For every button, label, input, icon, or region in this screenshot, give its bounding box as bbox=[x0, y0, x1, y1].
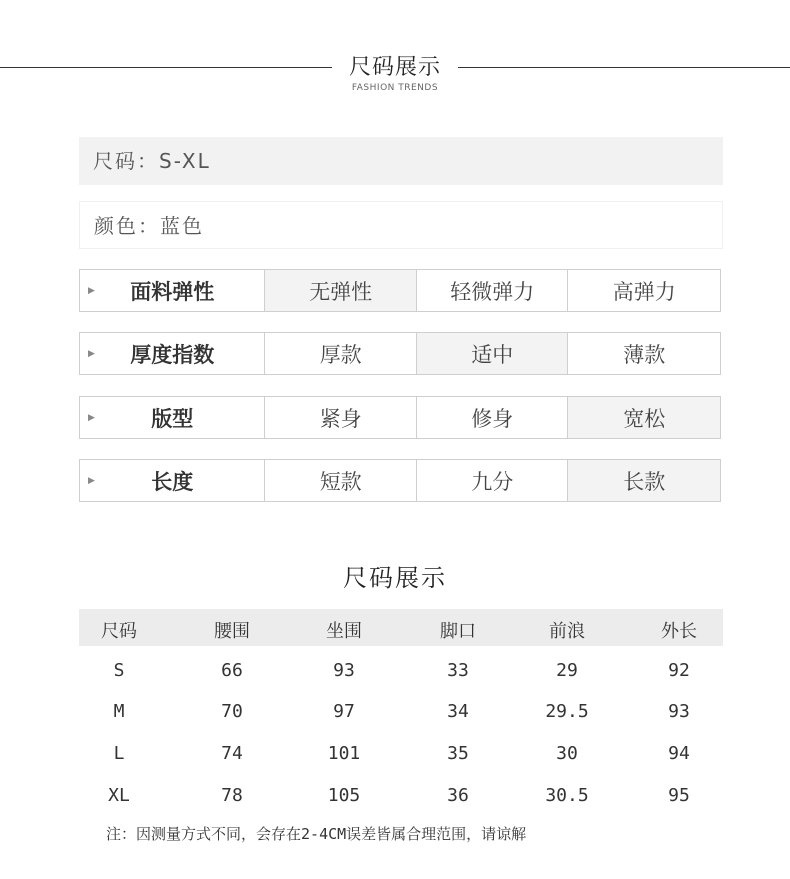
attr-option-selected[interactable]: 适中 bbox=[416, 333, 568, 374]
table-cell: 78 bbox=[221, 785, 243, 806]
table-cell: 34 bbox=[447, 701, 469, 722]
column-header: 尺码 bbox=[101, 621, 137, 642]
table-cell: XL bbox=[108, 785, 130, 806]
attr-option[interactable]: 紧身 bbox=[264, 397, 416, 438]
table-cell: 70 bbox=[221, 701, 243, 722]
attr-label bbox=[80, 270, 264, 311]
attr-label bbox=[80, 333, 264, 374]
table-cell: 95 bbox=[668, 785, 690, 806]
table-cell: 93 bbox=[668, 701, 690, 722]
table-row bbox=[79, 652, 723, 692]
triangle-right-icon: ▶ bbox=[88, 348, 95, 359]
table-cell: S bbox=[113, 660, 125, 681]
triangle-right-icon: ▶ bbox=[88, 412, 95, 423]
attr-row-elasticity bbox=[79, 269, 721, 312]
triangle-right-icon: ▶ bbox=[88, 285, 95, 296]
header-subtitle: FASHION TRENDS bbox=[351, 83, 439, 93]
measurement-note: 注：因测量方式不同，会存在2-4CM误差皆属合理范围，请谅解 bbox=[106, 825, 527, 843]
attr-label-text: 版型 bbox=[151, 406, 194, 431]
table-cell: L bbox=[113, 743, 125, 764]
table-cell: 30.5 bbox=[545, 785, 589, 806]
attr-option-selected[interactable]: 无弹性 bbox=[264, 270, 416, 311]
column-header: 坐围 bbox=[326, 621, 362, 642]
table-row bbox=[79, 777, 723, 817]
attr-row-fit bbox=[79, 396, 721, 439]
table-cell: 97 bbox=[333, 701, 355, 722]
attr-label-text: 面料弹性 bbox=[130, 279, 215, 304]
table-row bbox=[79, 735, 723, 775]
table-cell: 74 bbox=[221, 743, 243, 764]
attr-label-text: 厚度指数 bbox=[130, 342, 215, 367]
table-cell: 92 bbox=[668, 660, 690, 681]
table-cell: 35 bbox=[447, 743, 469, 764]
table-cell: 36 bbox=[447, 785, 469, 806]
attr-option[interactable]: 轻微弹力 bbox=[416, 270, 568, 311]
attr-option-selected[interactable]: 长款 bbox=[567, 460, 720, 501]
table-cell: 29.5 bbox=[545, 701, 589, 722]
table-cell: 93 bbox=[333, 660, 355, 681]
table-cell: M bbox=[113, 701, 125, 722]
size-chart-title: 尺码展示 bbox=[343, 564, 447, 592]
table-cell: 33 bbox=[447, 660, 469, 681]
attr-option[interactable]: 短款 bbox=[264, 460, 416, 501]
header-title: 尺码展示 bbox=[348, 55, 441, 80]
triangle-right-icon: ▶ bbox=[88, 475, 95, 486]
attr-option[interactable]: 九分 bbox=[416, 460, 568, 501]
attr-option-selected[interactable]: 宽松 bbox=[567, 397, 720, 438]
attr-label bbox=[80, 460, 264, 501]
table-cell: 29 bbox=[556, 660, 578, 681]
column-header: 腰围 bbox=[214, 621, 250, 642]
attr-row-thickness bbox=[79, 332, 721, 375]
color-info: 颜色：蓝色 bbox=[79, 201, 723, 249]
size-range: 尺码：S-XL bbox=[79, 137, 723, 185]
attr-option[interactable]: 厚款 bbox=[264, 333, 416, 374]
size-table-header bbox=[79, 609, 723, 646]
table-cell: 66 bbox=[221, 660, 243, 681]
attr-option[interactable]: 高弹力 bbox=[567, 270, 720, 311]
attr-label-text: 长度 bbox=[151, 469, 194, 494]
table-cell: 101 bbox=[327, 743, 361, 764]
attr-label bbox=[80, 397, 264, 438]
column-header: 外长 bbox=[661, 621, 697, 642]
attr-row-length bbox=[79, 459, 721, 502]
table-row bbox=[79, 693, 723, 733]
table-cell: 30 bbox=[556, 743, 578, 764]
table-cell: 105 bbox=[327, 785, 361, 806]
attr-option[interactable]: 薄款 bbox=[567, 333, 720, 374]
column-header: 脚口 bbox=[440, 621, 476, 642]
attr-option[interactable]: 修身 bbox=[416, 397, 568, 438]
column-header: 前浪 bbox=[549, 621, 585, 642]
table-cell: 94 bbox=[668, 743, 690, 764]
